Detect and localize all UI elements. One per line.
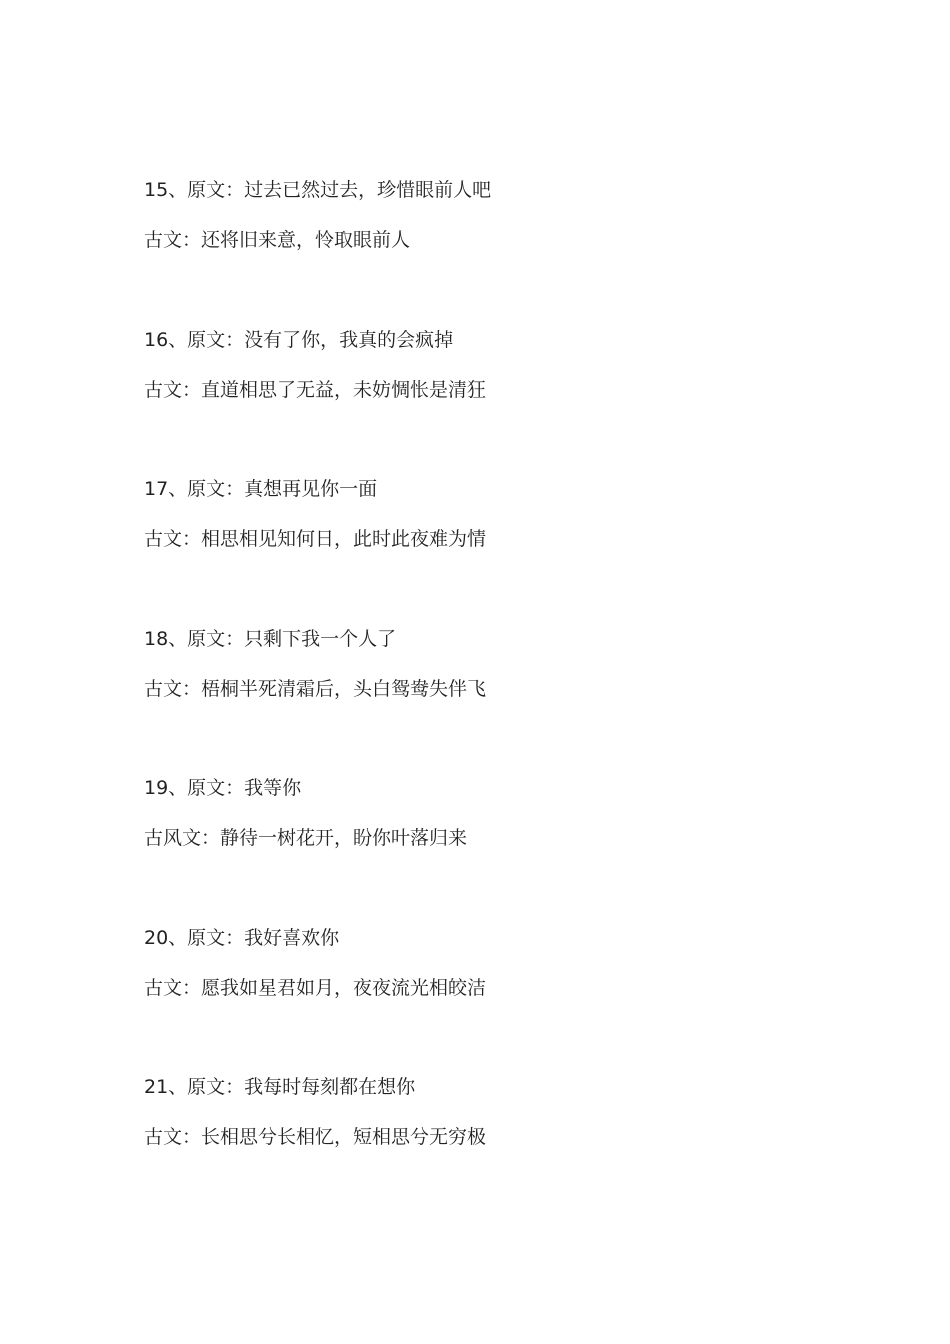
original-text: 16、原文：没有了你，我真的会疯掉: [144, 328, 454, 351]
entry-19: [144, 774, 844, 924]
classical-text: 古文：直道相思了无益，未妨惆怅是清狂: [144, 378, 487, 401]
original-text: 20、原文：我好喜欢你: [144, 926, 340, 949]
classical-text: 古文：梧桐半死清霜后，头白鸳鸯失伴飞: [144, 677, 487, 700]
classical-text: 古风文：静待一树花开，盼你叶落归来: [144, 827, 468, 849]
original-text: 18、原文：只剩下我一个人了: [144, 627, 397, 650]
entry-16: [144, 326, 844, 476]
classical-text: 古文：还将旧来意，怜取眼前人: [144, 229, 411, 251]
original-text: 21、原文：我每时每刻都在想你: [144, 1076, 416, 1098]
entry-15: [144, 176, 844, 326]
entry-list: [144, 176, 844, 1223]
original-text: 15、原文：过去已然过去，珍惜眼前人吧: [144, 179, 492, 201]
entry-17: [144, 475, 844, 625]
original-text: 17、原文：真想再见你一面: [144, 478, 378, 500]
classical-text: 古文：相思相见知何日，此时此夜难为情: [144, 528, 487, 550]
classical-text: 古文：长相思兮长相忆，短相思兮无穷极: [144, 1126, 487, 1148]
classical-text: 古文：愿我如星君如月，夜夜流光相皎洁: [144, 976, 487, 999]
entry-18: [144, 625, 844, 775]
original-text: 19、原文：我等你: [144, 777, 302, 799]
entry-21: [144, 1073, 844, 1223]
entry-20: [144, 924, 844, 1074]
